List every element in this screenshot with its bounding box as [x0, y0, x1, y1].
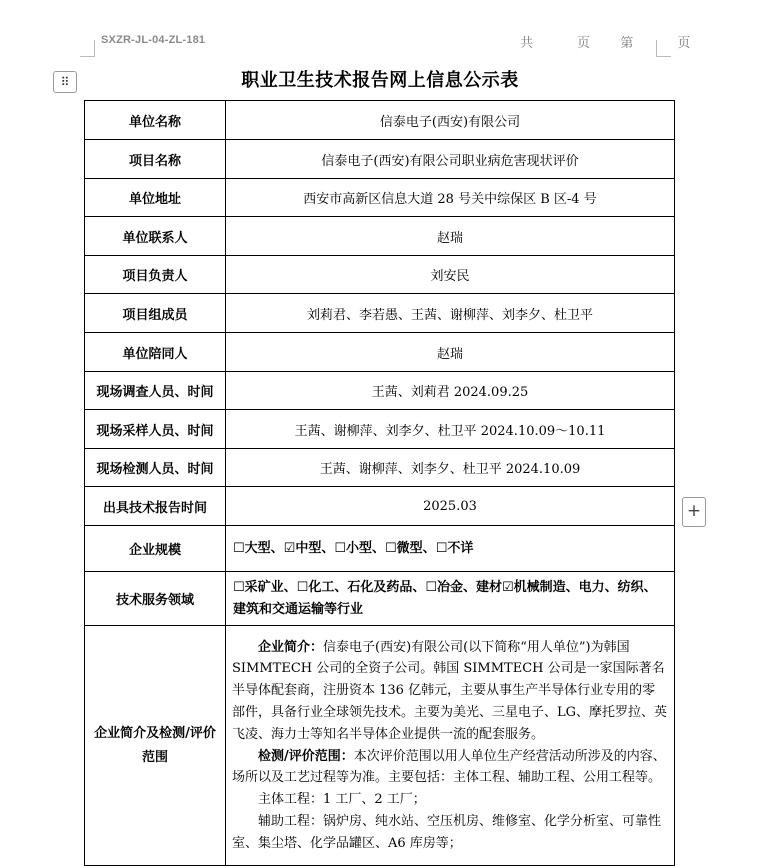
intro-content[interactable]: [226, 626, 675, 866]
option-label: 微型、: [396, 540, 436, 556]
row-value[interactable]: 西安市高新区信息大道 28 号关中综保区 B 区-4 号: [226, 179, 675, 217]
service-domain-row: [85, 572, 675, 626]
table-row: [85, 294, 675, 333]
page-number-unit: 页: [677, 36, 691, 51]
row-label: 企业简介及检测/评价范围: [85, 626, 226, 866]
table-row: [85, 256, 675, 294]
row-value[interactable]: 王茜、谢柳萍、刘李夕、杜卫平 2024.10.09～10.11: [226, 410, 675, 449]
row-label: 企业规模: [85, 526, 226, 572]
table-row: [85, 410, 675, 449]
checkbox-unknown-icon[interactable]: ☐: [435, 540, 448, 556]
row-value[interactable]: 王茜、刘莉君 2024.09.25: [226, 372, 675, 410]
service-domain-options: [226, 572, 675, 626]
row-label: 出具技术报告时间: [85, 487, 226, 526]
checkbox-large-icon[interactable]: ☐: [233, 540, 245, 556]
checkbox-mining-icon[interactable]: ☐: [233, 579, 245, 595]
option-label: 冶金、建材: [437, 579, 503, 595]
scope-paragraph: [232, 746, 668, 790]
row-label: 项目负责人: [85, 256, 226, 294]
scope-heading: 检测/评价范围：: [258, 748, 354, 764]
option-label: 采矿业、: [244, 579, 297, 595]
checkbox-machinery-icon[interactable]: ☑: [502, 579, 514, 595]
row-label: 现场检测人员、时间: [85, 449, 226, 487]
table-move-handle-icon[interactable]: ⠿: [53, 71, 77, 93]
page-title: 职业卫生技术报告网上信息公示表: [241, 70, 519, 91]
row-value[interactable]: 刘安民: [226, 256, 675, 294]
company-intro-heading: 企业简介：: [258, 639, 324, 655]
table-row: [85, 487, 675, 526]
checkbox-micro-icon[interactable]: ☐: [385, 540, 397, 556]
option-label: 小型、: [346, 540, 386, 556]
margin-corner-mark-right: [656, 40, 671, 57]
row-value[interactable]: 信泰电子(西安)有限公司职业病危害现状评价: [226, 140, 675, 179]
table-row: [85, 101, 675, 140]
page-number-label: 第: [620, 36, 634, 51]
table-row: [85, 372, 675, 410]
table-row: [85, 140, 675, 179]
option-label: 机械制造、电力、纺织、建筑和交通运输等行业: [233, 579, 657, 617]
row-value[interactable]: 信泰电子(西安)有限公司: [226, 101, 675, 140]
checkbox-metallurgy-icon[interactable]: ☐: [425, 579, 437, 595]
row-value[interactable]: 王茜、谢柳萍、刘李夕、杜卫平 2024.10.09: [226, 449, 675, 487]
margin-corner-mark-left: [80, 40, 95, 57]
row-value[interactable]: 赵瑞: [226, 217, 675, 256]
row-label: 现场调查人员、时间: [85, 372, 226, 410]
main-works-paragraph: 主体工程：1 工厂、2 工厂；: [258, 792, 426, 808]
row-label: 单位陪同人: [85, 333, 226, 372]
company-intro-paragraph: [232, 637, 668, 746]
aux-works-paragraph: 辅助工程：锅炉房、纯水站、空压机房、维修室、化学分析室、可靠性室、集尘塔、化学品罐区、A6 库房等；: [232, 813, 662, 851]
company-intro-text: 信泰电子(西安)有限公司(以下简称“用人单位”)为韩国 SIMMTECH 公司的全资子公司。韩国 SIMMTECH 公司是一家国际著名半导体配套商，注册资本 136 亿韩元，主要从事生产半导体行业专用的零部件，具备行业全球领先技术。主要为美光、三星电子、LG、摩托罗拉、英飞凌、海力士等知名半导体企业提供一流的配套服务。: [232, 639, 668, 742]
option-label: 化工、石化及药品、: [308, 579, 426, 595]
row-label: 单位地址: [85, 179, 226, 217]
row-value[interactable]: 2025.03: [226, 487, 675, 526]
intro-row: [85, 626, 675, 866]
checkbox-small-icon[interactable]: ☐: [334, 540, 346, 556]
row-value[interactable]: 赵瑞: [226, 333, 675, 372]
enterprise-scale-row: [85, 526, 675, 572]
table-row: [85, 333, 675, 372]
row-value[interactable]: 刘莉君、李若愚、王茜、谢柳萍、刘李夕、杜卫平: [226, 294, 675, 333]
row-label: 单位联系人: [85, 217, 226, 256]
table-row: [85, 449, 675, 487]
row-label: 单位名称: [85, 101, 226, 140]
row-label: 项目名称: [85, 140, 226, 179]
total-pages-unit: 页: [577, 36, 591, 51]
checkbox-medium-icon[interactable]: ☑: [283, 540, 296, 556]
info-table: [84, 100, 675, 866]
checkbox-chemical-icon[interactable]: ☐: [296, 579, 309, 595]
table-row: [85, 179, 675, 217]
table-row: [85, 217, 675, 256]
option-label: 不详: [447, 540, 474, 556]
option-label: 中型、: [295, 540, 335, 556]
total-pages-label: 共: [520, 36, 534, 51]
add-row-icon[interactable]: +: [682, 497, 706, 527]
enterprise-scale-options: [226, 526, 675, 572]
row-label: 项目组成员: [85, 294, 226, 333]
document-code: SXZR-JL-04-ZL-181: [101, 34, 206, 46]
option-label: 大型、: [244, 540, 284, 556]
row-label: 技术服务领域: [85, 572, 226, 626]
scope-text: 本次评价范围以用人单位生产经营活动所涉及的内容、场所以及工艺过程等为准。主要包括：主体工程、辅助工程、公用工程等。: [232, 748, 666, 786]
row-label: 现场采样人员、时间: [85, 410, 226, 449]
